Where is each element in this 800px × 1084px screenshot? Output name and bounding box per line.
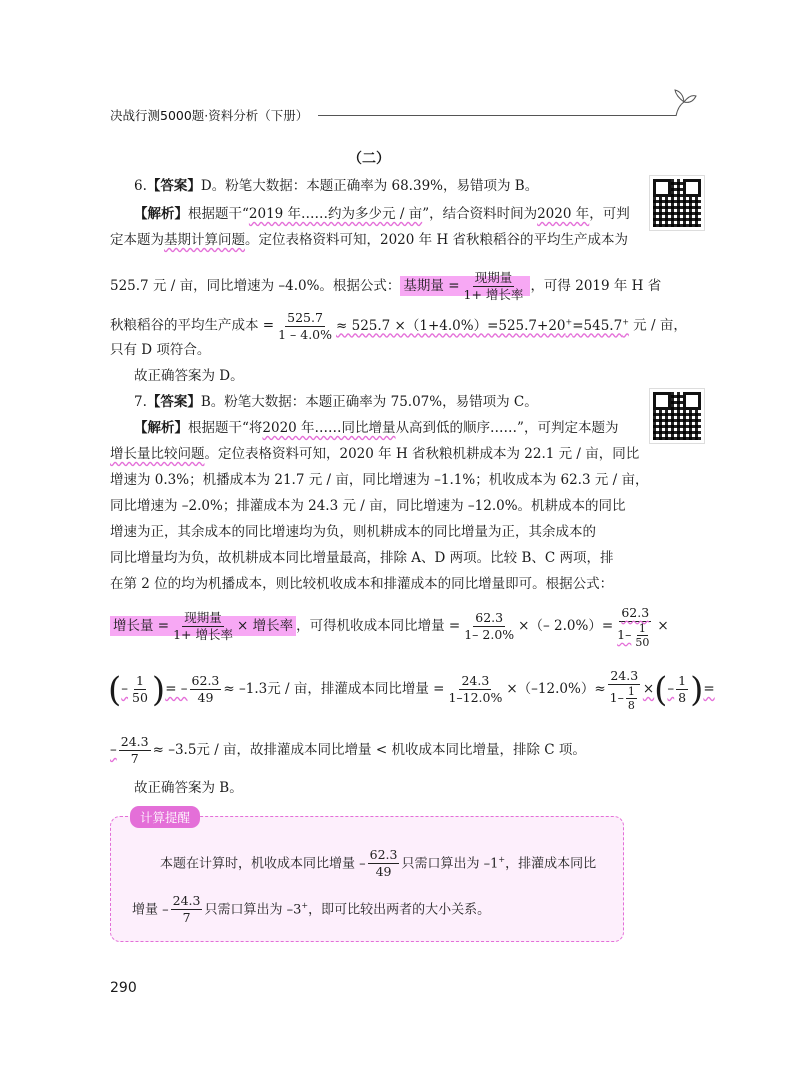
sprout-icon [672, 86, 698, 120]
q6-conclusion: 故正确答案为 D。 [134, 368, 244, 384]
text-fragment: 只需口算出为 –1 [401, 856, 499, 872]
frac-num: 1 [627, 684, 635, 698]
paren-open: ( [108, 669, 122, 710]
superscript: + [622, 317, 629, 326]
frac-den: 1–12.0% [448, 690, 503, 705]
text-fragment: ，可得机收成本同比增量 = [296, 618, 461, 634]
q7-formula-row3 [110, 730, 675, 770]
text-fragment: ≈ 525.7 ×（1+4.0%）=525.7+20 [336, 317, 566, 334]
formula-left: 增长量 = [113, 618, 170, 634]
underlined-text: 基期计算问题 [164, 232, 245, 248]
q7-answer-label: 【答案】 [146, 394, 201, 410]
text-fragment: 从高到低的顺序……”，可判定本题为 [395, 420, 619, 436]
q7-analysis-line3: 增速为 0.3%；机播成本为 21.7 元 / 亩，同比增速为 –1.1%；机收成本为 62.3 元 / 亩， [110, 472, 649, 488]
underlined-text: 2019 年……约为多少元 / 亩 [248, 206, 423, 222]
formula-right: × 增长率 [237, 618, 294, 634]
nested-fraction [626, 685, 637, 712]
q7-analysis-line7: 在第 2 位的均为机播成本，则比较机收成本和排灌成本的同比增量即可。根据公式： [110, 576, 614, 592]
frac-num: 1 [638, 621, 646, 635]
growth-formula-highlight [110, 610, 296, 642]
fraction [462, 610, 516, 643]
frac-den: 50 [635, 635, 650, 649]
q7-analysis-line4: 同比增速为 –2.0%；排灌成本为 24.3 元 / 亩，同比增速为 –12.0%。机耕成本的同比 [110, 498, 626, 514]
q7-formula-row1 [110, 604, 675, 649]
text-fragment: ×（– 2.0%）= [518, 618, 614, 634]
frac-num: 525.7 [287, 309, 323, 325]
fraction [190, 673, 222, 706]
underlined-text: 2020 年……同比增量 [262, 420, 396, 436]
q7-analysis-line1 [134, 418, 699, 438]
text-fragment: 本题在计算时，机收成本同比增量 – [160, 856, 366, 872]
text-fragment: ×（–12.0%）≈ [506, 681, 606, 697]
frac-num: 24.3 [172, 893, 201, 909]
frac-den: 49 [375, 864, 392, 880]
q7-conclusion: 故正确答案为 B。 [134, 780, 243, 796]
text-fragment: =545.7 [572, 317, 623, 334]
q6-analysis-label: 【解析】 [134, 206, 188, 222]
text-fragment: × [642, 681, 655, 697]
q7-analysis-label: 【解析】 [134, 420, 188, 436]
frac-den: 1+ 增长率 [463, 287, 524, 302]
text-fragment: 秋粮稻谷的平均生产成本 = [110, 317, 275, 334]
paren-open: ( [654, 669, 668, 710]
fraction [676, 673, 688, 706]
q6-analysis-line1 [134, 204, 699, 224]
frac-den: 1+ 增长率 [173, 627, 234, 642]
compound-fraction [608, 668, 641, 712]
frac-num: 24.3 [120, 734, 149, 749]
tip-line2 [132, 886, 697, 930]
calculation-tip-label: 计算提醒 [130, 806, 200, 828]
text-fragment: 增量 – [132, 902, 169, 918]
tip-line1 [160, 840, 725, 884]
fraction [446, 673, 504, 706]
frac-num: 62.3 [621, 604, 650, 620]
frac-den: 8 [678, 690, 687, 705]
q6-analysis-line2 [110, 230, 675, 250]
formula-fraction [171, 610, 235, 643]
text-fragment: = [703, 681, 715, 697]
text-fragment: ≈ –3.5元 / 亩，故排灌成本同比增量 < 机收成本同比增量，排除 C 项。 [152, 742, 586, 758]
text-fragment: 只需口算出为 –3 [204, 902, 302, 918]
superscript: + [301, 901, 309, 910]
text-fragment: – [110, 742, 117, 758]
frac-num: 62.3 [191, 673, 220, 688]
q7-answer: 7.【答案】B。粉笔大数据：本题正确率为 75.07%，易错项为 C。 [134, 394, 538, 410]
q7-analysis-line6: 同比增量均为负，故机耕成本同比增量最高，排除 A、D 两项。比较 B、C 两项，排 [110, 550, 614, 566]
frac-den: 8 [627, 698, 635, 712]
text-fragment: ”，结合资料时间为 [422, 206, 538, 222]
text-fragment: × [657, 618, 669, 634]
book-title: 决战行测5000题·资料分析（下册） [110, 108, 309, 123]
text-fragment: 根据题干“将 [188, 420, 263, 436]
underlined-text: 增长量比较问题 [110, 446, 205, 462]
frac-den: 1– 2.0% [464, 627, 515, 642]
paren-close: ) [690, 669, 704, 710]
frac-den [608, 685, 641, 712]
text-fragment: 。定位表格资料可知，2020 年 H 省秋粮稻谷的平均生产成本为 [245, 232, 629, 248]
text-fragment: ，排灌成本同比 [505, 856, 597, 872]
q7-answer-text: B。粉笔大数据：本题正确率为 75.07%，易错项为 C。 [200, 394, 538, 410]
superscript: + [565, 317, 573, 326]
frac-num: 现期量 [184, 610, 222, 625]
text-fragment: – [121, 681, 129, 697]
q6-analysis-line5: 只有 D 项符合。 [110, 342, 211, 358]
q6-answer: 6.【答案】D。粉笔大数据：本题正确率为 68.39%，易错项为 B。 [134, 178, 539, 194]
formula-left: 基期量 = [403, 278, 460, 294]
formula-fraction [462, 270, 526, 303]
frac-den: 50 [132, 690, 148, 705]
q7-analysis-line2 [110, 444, 675, 464]
frac-num: 1 [135, 673, 144, 688]
q7-analysis-line5: 增速为正，其余成本的同比增速均为负，则机耕成本的同比增量为正，其余成本的 [110, 524, 596, 540]
fraction [130, 673, 150, 706]
paren-close: ) [151, 669, 166, 710]
frac-num: 24.3 [461, 673, 490, 688]
frac-den [615, 622, 655, 649]
frac-num: 62.3 [369, 847, 398, 863]
base-formula-highlight [400, 270, 530, 302]
fraction [368, 847, 400, 880]
frac-num: 62.3 [475, 610, 504, 625]
section-title: （二） [348, 151, 390, 167]
underlined-text: 2020 年 [537, 206, 590, 222]
frac-num: 1 [678, 673, 687, 688]
fraction [171, 893, 203, 926]
q6-analysis-line3 [110, 266, 675, 306]
text-fragment: 1– [617, 626, 632, 642]
text-fragment: ，即可比较出两者的大小关系。 [308, 902, 491, 918]
frac-den: 49 [197, 690, 214, 705]
frac-den: 7 [130, 751, 139, 766]
q6-fraction [276, 310, 334, 343]
text-fragment: 525.7 元 / 亩，同比增速为 –4.0%。根据公式： [110, 278, 401, 294]
frac-num: 24.3 [610, 667, 639, 683]
text-fragment: ，可判 [589, 206, 630, 222]
superscript: + [498, 855, 506, 864]
q6-analysis-line4 [110, 302, 687, 346]
fraction [119, 734, 151, 767]
text-fragment: 元 / 亩， [628, 317, 687, 334]
text-fragment: 根据题干“ [188, 206, 249, 222]
text-fragment: 定本题为 [110, 232, 164, 248]
q6-answer-label: 【答案】 [146, 178, 201, 194]
compound-fraction [615, 605, 655, 649]
header-rule [318, 115, 676, 116]
frac-num: 现期量 [474, 270, 513, 285]
text-fragment: 。定位表格资料可知，2020 年 H 省秋粮机耕成本为 22.1 元 / 亩，同比 [204, 446, 640, 462]
page-number: 290 [110, 980, 137, 996]
nested-fraction [633, 622, 651, 649]
text-fragment: 1– [609, 689, 624, 705]
q7-formula-row2: (– $\frac{1}{50}$ )= – $\frac{62.3}{49}$ ≈ –1.3元 / 亩，排灌成本同比增量 = $\frac{24.3}{1-12.0\%}$ ×（–12.0%）≈ 24.3 1– $\frac{1}{8}$ ×(– $\frac{1}{8}$ )= [108, 667, 715, 712]
frac-den: 1 – 4.0% [278, 326, 333, 342]
text-fragment: ，可得 2019 年 H 省 [530, 278, 662, 294]
q6-answer-text: D。粉笔大数据：本题正确率为 68.39%，易错项为 B。 [200, 178, 539, 194]
text-fragment: = – [165, 681, 188, 697]
frac-den: 7 [182, 910, 191, 926]
text-fragment: ≈ –1.3元 / 亩，排灌成本同比增量 = [223, 681, 445, 697]
